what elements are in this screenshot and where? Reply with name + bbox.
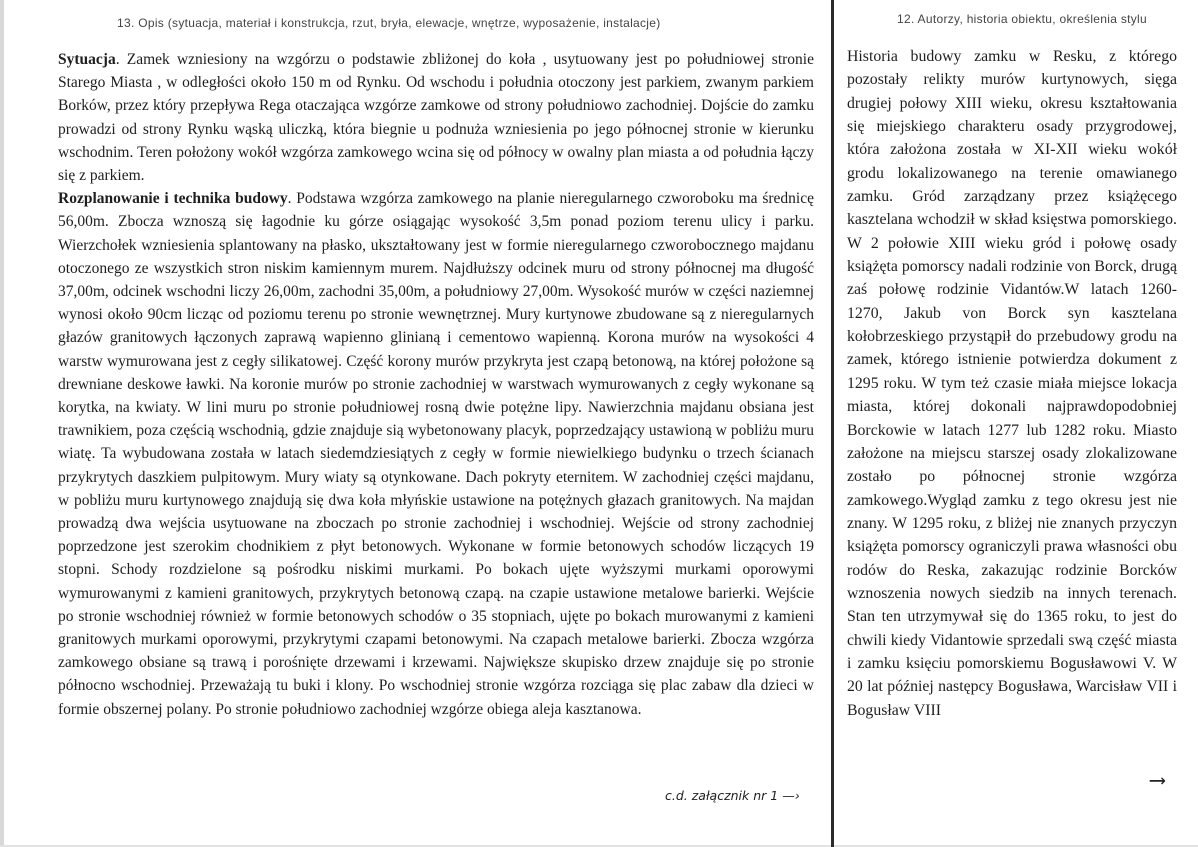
scan-edge (0, 0, 4, 847)
history-text: Historia budowy zamku w Resku, z którego pozostały relikty murów kurtynowych, sięga drugiej połowy XIII wieku, okresu kształtowania się miejskiego charakteru osady przygrodowej, która założona została w XI-XII wieku wokół grodu lokalizowanego na terenie omawianego zamku. Gród zarządzany przez książęcego kasztelana wchodził w skład księstwa pomorskiego. W 2 połowie XIII wieku gród i połowę osady książęta pomorscy nadali rodzinie von Borck, drugą zaś połowę rodzinie Vidantów.W latach 1260- 1270, Jakub von Borck syn kasztelana kołobrzeskiego przystąpił do przebudowy grodu na zamek, którego istnienie potwierdza dokument z 1295 roku. W tym też czasie miała miejsce lokacja miasta, której dokonali najprawdopodobniej Borckowie w latach 1277 lub 1282 roku. Miasto założone na miejscu starszej osady zlokalizowane zostało po północnej stronie wzgórza zamkowego.Wygląd zamku z tego okresu jest nie znany. W 1295 roku, z bliżej nie znanych przyczyn książęta pomorscy ograniczyli prawa własności obu rodów do Reska, zakazując rodzinie Borcków wznoszenia nowych siedzib na innych terenach. Stan ten utrzymywał się do 1365 roku, to jest do chwili kiedy Vidantowie sprzedali swą część miasta i zamku księciu pomorskiemu Bogusławowi V. W 20 lat później następcy Bogusława, Warcisław VII i Bogusław VIII (847, 48, 1177, 719)
left-column-header: 13. Opis (sytuacja, materiał i konstrukcja, rzut, bryła, elewacje, wnętrze, wyposażenie, instalacje) (117, 16, 661, 30)
section-title-layout: Rozplanowanie i technika budowy (58, 190, 288, 208)
handwritten-note (665, 788, 800, 803)
layout-paragraph (58, 187, 814, 721)
section-title-situation: Sytuacja (58, 51, 116, 68)
situation-text: . Zamek wzniesiony na wzgórzu o podstawie zbliżonej do koła , usytuowany jest po południowej stronie Starego Miasta , w odległości około 150 m od Rynku. Od wschodu i południa otoczony jest parkiem, zwanym parkiem Borków, przez który przepływa Rega otaczająca wzgórze zamkowe od strony południowo zachodniej. Dojście do zamku prowadzi od strony Rynku wąską uliczką, która biegnie u podnuża wzniesienia po jego północnej stronie w kierunku wschodnim. Teren położony wokół wzgórza zamkowego wcina się od północy w owalny plan miasta a od południa łączy się z parkiem. (58, 51, 814, 185)
continuation-arrow-icon: ⟶ (1150, 768, 1164, 793)
note-arrow-icon: —› (782, 788, 800, 803)
description-column (58, 48, 814, 721)
history-column (847, 45, 1177, 722)
right-column-header: 12. Autorzy, historia obiektu, określenia stylu (897, 12, 1147, 26)
layout-text: . Podstawa wzgórza zamkowego na planie nieregularnego czworoboku ma średnicę 56,00m. Zbocza wznoszą się łagodnie ku górze osiągając wysokość 3,5m ponad poziom terenu ulicy i parku. Wierzchołek wzniesienia splantowany na płasko, ukształtowany jest w formie nieregularnego czworobocznego majdanu otoczonego ze wszystkich stron niskim kamiennym murem. Najdłuższy odcinek muru od strony północnej ma długość 37,00m, odcinek wschodni liczy 26,00m, zachodni 35,00m, a południowy 27,00m. Wysokość murów w części naziemnej wynosi około 90cm licząc od poziomu terenu po stronie wewnętrznej. Mury kurtynowe zbudowane są z nieregularnych głazów granitowych łączonych zaprawą wapienno glinianą i cementowo wapienną. Korona murów na wysokości 4 warstw wymurowana jest z cegły silikatowej. Część korony murów przykryta jest czapą betonową, na której położone są drewniane deskowe ławki. Na koronie murów po stronie zachodniej w warstwach wymurowanych z cegły wykonane są korytka, na kwiaty. W lini muru po stronie południowej rosną dwie potężne lipy. Nawierzchnia majdanu obsiana jest trawnikiem, poza częścią wschodnią, gdzie znajduje sią wybetonowany placyk, poprzedzający ustawioną w pobliżu muru wiatę. Ta wybudowana została w latach siedemdziesiątych z cegły w formie niewielkiego budynku o trzech ścianach przykrytych daszkiem pulpitowym. Mury wiaty są otynkowane. Dach pokryty eternitem. W zachodniej części majdanu, w pobliżu muru kurtynowego znajdują się dwa koła młyńskie ustawione na potężnych głazach granitowych. Na majdan prowadzą dwa wejścia usytuowane na zboczach po stronie zachodniej i wschodniej. Wejście od strony zachodniej poprzedzone jest szerokim chodnikiem z płyt betonowych. Wykonane w formie betonowych schodów liczących 19 stopni. Schody rozdzielone są pośrodku niskimi murkami. Po bokach ujęte wyższymi murkami oporowymi wymurowanymi z kamieni granitowych, przykrytych betonową czapą. na czapie ustawione metalowe barierki. Wejście po stronie wschodniej również w formie betonowych schodów o 35 stopniach, ujęte po bokach murowanymi z kamieni granitowych murkami oporowymi, przykrytymi czapami betonowymi. Na czapach metalowe barierki. Zbocza wzgórza zamkowego obsiane są trawą i porośnięte drzewami i krzewami. Największe skupisko drzew znajduje się po stronie północno wschodniej. Przeważają tu buki i klony. Po wschodniej stronie wzgórza rozciąga się plac zabaw dla dzieci w formie obszernej polany. Po stronie południowo zachodniej wzgórze obiega aleja kasztanowa. (58, 190, 814, 718)
handwritten-note-text: c.d. załącznik nr 1 (665, 788, 779, 803)
situation-paragraph (58, 48, 814, 187)
column-divider (831, 0, 834, 847)
